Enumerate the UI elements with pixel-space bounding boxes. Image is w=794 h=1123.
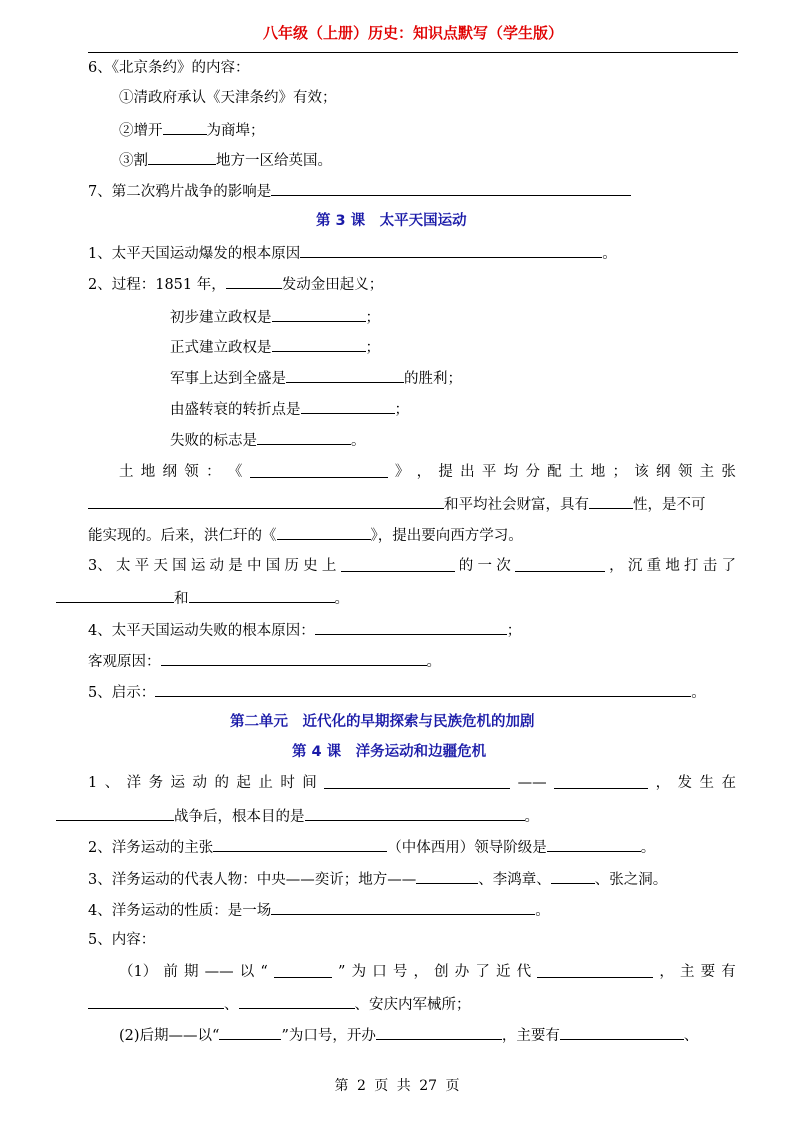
blank[interactable] [219, 1024, 281, 1040]
char: 止 [258, 775, 273, 791]
char: 历 [284, 558, 299, 574]
char: 务 [148, 775, 164, 791]
char: 领 [184, 464, 199, 480]
text: 能实现的。后来，洪仁玕的《 [88, 528, 277, 544]
text: 2、洋务运动的主张 [88, 840, 214, 856]
text: 、 [224, 997, 239, 1013]
char: 平 [481, 464, 497, 480]
char: 打 [684, 558, 699, 574]
l3-p4 [170, 398, 409, 420]
text: (2)后期——以“ [119, 1028, 220, 1044]
text: 4、洋务运动的性质：是一场 [88, 903, 272, 919]
text: 为商埠； [206, 123, 265, 139]
text: 3、洋务运动的代表人物：中央——奕䜣；地方—— [88, 872, 417, 888]
char: 土 [119, 464, 134, 480]
q6-item-2 [119, 119, 265, 141]
blank[interactable] [300, 242, 602, 258]
blank[interactable] [515, 556, 605, 572]
q7-line [88, 180, 631, 202]
char: 太 [115, 558, 131, 574]
char: ； [612, 464, 628, 480]
char: 起 [236, 775, 251, 791]
q6-item-3 [119, 149, 332, 171]
text: ②增开 [119, 123, 163, 139]
char: 平 [134, 558, 150, 574]
blank[interactable] [589, 493, 633, 509]
l3-q5 [88, 681, 706, 703]
text: 的胜利； [404, 371, 462, 387]
l4-q4 [88, 899, 550, 921]
char: 一 [477, 558, 493, 574]
char: 地 [665, 558, 680, 574]
text: 和 [174, 591, 189, 607]
l4-q1-line-1 [88, 773, 736, 793]
char: 国 [172, 558, 187, 574]
char: 分 [525, 464, 540, 480]
char: 了 [721, 558, 736, 574]
land-program-line-3 [88, 524, 523, 546]
char: 洋 [126, 775, 142, 791]
lesson3-title: 第 3 课 太平天国运动 [316, 213, 467, 229]
char: ， [655, 775, 671, 791]
text: （中体西用）领导阶级是 [387, 840, 547, 856]
char: 重 [646, 558, 662, 574]
blank[interactable] [56, 805, 174, 821]
char: 时 [280, 775, 295, 791]
char: 纲 [162, 464, 178, 480]
l4-early-line-2 [88, 993, 471, 1015]
char: “ [260, 964, 268, 980]
blank[interactable] [551, 868, 595, 884]
l4-late-line [119, 1024, 698, 1046]
char: ， [609, 558, 624, 574]
l3-p3 [170, 367, 462, 389]
text: ”为口号，开办 [281, 1028, 376, 1044]
char: 地 [590, 464, 606, 480]
text: 。 [691, 685, 706, 701]
text: 地方一区给英国。 [216, 153, 332, 169]
land-program-line-1 [119, 462, 736, 482]
text: 。 [535, 903, 550, 919]
blank[interactable] [271, 899, 535, 915]
char: 纲 [656, 464, 671, 480]
text: ，主要有 [501, 1028, 560, 1044]
blank[interactable] [257, 429, 351, 445]
char: 配 [547, 464, 562, 480]
text: 1、太平天国运动爆发的根本原因 [88, 246, 301, 262]
char: 了 [475, 964, 490, 980]
blank[interactable] [272, 336, 366, 352]
blank[interactable] [301, 398, 395, 414]
blank[interactable] [376, 1024, 502, 1040]
text: 和平均社会财富，具有 [444, 497, 589, 513]
l3-q2 [88, 273, 383, 295]
blank[interactable] [56, 587, 174, 603]
char: 办 [454, 964, 470, 980]
char: 口 [372, 964, 387, 980]
char: 击 [702, 558, 718, 574]
l3-p1 [170, 306, 380, 328]
char: 期 [183, 964, 199, 980]
text: 军事上达到全盛是 [170, 371, 286, 387]
text: 正式建立政权是 [170, 340, 272, 356]
text: ； [365, 310, 380, 326]
char: 张 [721, 464, 736, 480]
text: 。 [426, 654, 441, 670]
char: 沉 [627, 558, 643, 574]
text: 客观原因： [88, 654, 161, 670]
char: 中 [246, 558, 262, 574]
blank[interactable] [148, 149, 216, 165]
blank[interactable] [226, 273, 282, 289]
char: 代 [516, 964, 532, 980]
blank[interactable] [277, 524, 371, 540]
char: 运 [170, 775, 186, 791]
char: 为 [351, 964, 367, 980]
page-number: 第 2 页 共 27 页 [334, 1078, 460, 1094]
l4-q3 [88, 868, 667, 890]
text: 发动金田起义； [281, 277, 384, 293]
l3-q4 [88, 619, 521, 641]
char: 间 [302, 775, 317, 791]
char: 生 [699, 775, 714, 791]
l3-q4-objective [88, 650, 441, 672]
text: ； [506, 623, 522, 639]
blank[interactable] [324, 773, 510, 789]
lesson4-title: 第 4 课 洋务运动和边疆危机 [292, 744, 487, 760]
text: 、李鸿章、 [478, 872, 551, 888]
char: ， [413, 964, 428, 980]
text: 由盛转衰的转折点是 [170, 402, 301, 418]
char: 均 [503, 464, 519, 480]
char: （1） [119, 964, 158, 980]
unit2-title: 第二单元 近代化的早期探索与民族危机的加剧 [230, 714, 535, 730]
text: ； [365, 340, 380, 356]
char: 3、 [88, 558, 112, 574]
char: ： [206, 464, 221, 480]
text: 。 [524, 809, 539, 825]
char: 是 [228, 558, 243, 574]
char: 史 [303, 558, 318, 574]
text: 7、第二次鸦片战争的影响是 [88, 184, 272, 200]
blank[interactable] [272, 306, 366, 322]
text: 2、过程：1851 年， [88, 277, 226, 293]
char: 要 [700, 964, 716, 980]
text: ； [394, 402, 409, 418]
l4-q5: 5、内容： [88, 932, 156, 948]
blank[interactable] [274, 962, 332, 978]
text: 、张之洞。 [594, 872, 668, 888]
char: 国 [265, 558, 281, 574]
char: 动 [192, 775, 207, 791]
text: 性，是不可 [633, 497, 706, 513]
blank[interactable] [305, 805, 525, 821]
char: 次 [496, 558, 511, 574]
q6-heading: 6、《北京条约》的内容： [88, 60, 250, 76]
char: 创 [434, 964, 449, 980]
char: 该 [634, 464, 649, 480]
blank[interactable] [213, 836, 387, 852]
char: ， [416, 464, 432, 480]
text: 。 [334, 591, 349, 607]
text: 、 [683, 1028, 699, 1044]
char: 以 [239, 964, 255, 980]
l3-q1 [88, 242, 617, 264]
char: 领 [677, 464, 693, 480]
char: 号 [392, 964, 408, 980]
blank[interactable] [315, 619, 507, 635]
l3-p5 [170, 429, 366, 451]
text: 。 [602, 246, 617, 262]
char: 的 [458, 558, 474, 574]
page-header-title: 八年级（上册）历史：知识点默写（学生版） [262, 24, 563, 42]
char: —— [517, 775, 547, 791]
char: 前 [163, 964, 178, 980]
blank[interactable] [161, 650, 427, 666]
blank[interactable] [88, 493, 444, 509]
char: 1 [88, 775, 98, 791]
text: ③割 [119, 153, 148, 169]
char: 土 [568, 464, 584, 480]
char: 地 [140, 464, 156, 480]
blank[interactable] [554, 773, 648, 789]
char: 的 [214, 775, 229, 791]
blank[interactable] [163, 119, 207, 135]
text: 战争后，根本目的是 [174, 809, 305, 825]
blank[interactable] [155, 681, 691, 697]
l3-q3-line-1 [88, 556, 736, 576]
blank[interactable] [560, 1024, 684, 1040]
land-program-line-2 [88, 493, 706, 515]
char: —— [204, 964, 234, 980]
char: 在 [721, 775, 736, 791]
char: 》 [394, 464, 410, 480]
char: 出 [460, 464, 475, 480]
char: 有 [721, 964, 736, 980]
char: ” [338, 964, 346, 980]
char: 天 [153, 558, 168, 574]
l4-q2 [88, 836, 655, 858]
text: 。 [640, 840, 656, 856]
blank[interactable] [416, 868, 478, 884]
text: 》，提出要向西方学习。 [370, 528, 523, 544]
blank[interactable] [239, 993, 355, 1009]
char: 上 [321, 558, 337, 574]
blank[interactable] [537, 962, 653, 978]
l4-early-line-1 [119, 962, 736, 982]
char: 主 [699, 464, 715, 480]
blank[interactable] [547, 836, 641, 852]
q6-item-1: ①清政府承认《天津条约》有效； [119, 90, 337, 106]
header-rule [88, 52, 738, 53]
char: ， [659, 964, 674, 980]
l3-q3-line-2 [56, 587, 349, 609]
blank[interactable] [88, 993, 224, 1009]
text: 4、太平天国运动失败的根本原因： [88, 623, 315, 639]
char: 主 [679, 964, 695, 980]
char: 动 [209, 558, 225, 574]
char: 发 [677, 775, 693, 791]
blank[interactable] [271, 180, 631, 196]
char: 运 [190, 558, 206, 574]
text: 初步建立政权是 [170, 310, 272, 326]
blank[interactable] [250, 462, 388, 478]
text: 、安庆内军械所； [354, 997, 471, 1013]
text: 。 [351, 433, 366, 449]
char: 近 [495, 964, 511, 980]
char: 《 [227, 464, 243, 480]
l4-q1-line-2 [56, 805, 539, 827]
blank[interactable] [341, 556, 455, 572]
text: 5、启示： [88, 685, 156, 701]
char: 提 [438, 464, 453, 480]
char: 、 [104, 775, 120, 791]
blank[interactable] [189, 587, 335, 603]
blank[interactable] [286, 367, 404, 383]
l3-p2 [170, 336, 380, 358]
text: 失败的标志是 [170, 433, 257, 449]
